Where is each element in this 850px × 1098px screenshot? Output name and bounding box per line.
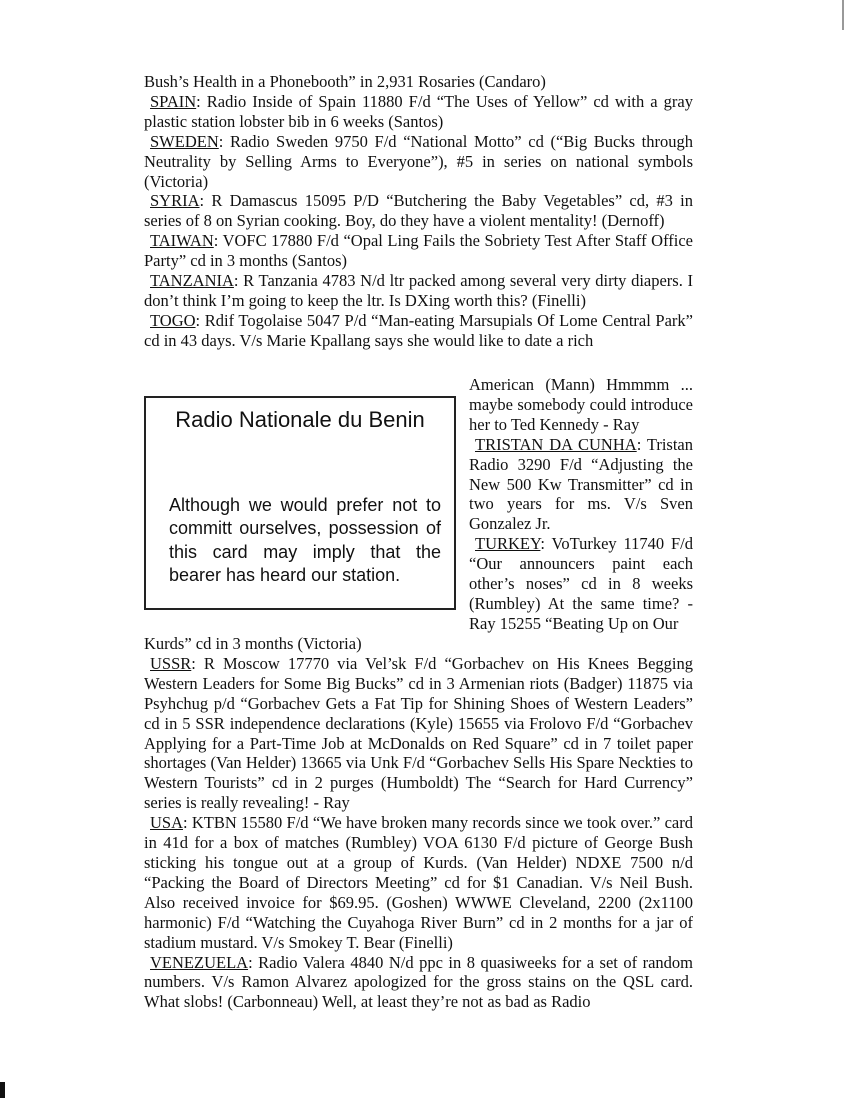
card-body: Although we would prefer not to committ ourselves, possession of this card may imply that the bearer has heard our station. (169, 495, 441, 585)
entry-text: : R Moscow 17770 via Vel’sk F/d “Gorbachev on His Knees Begging Western Leaders for Some Big Bucks” cd in 3 Armenian riots (Badger) 11875 via Psyhchug p/d “Gorbachev Gets a Fat Tip for Shining Shoes of Western Leaders” cd in 5 SSR independence declarations (Kyle) 15655 via Frolovo F/d “Gorbachev Applying for a Part-Time Job at McDonalds on Red Square” cd in 7 toilet paper shortages (Van Helder) 13665 via Unk F/d “Gorbachev Sells His Spare Neckties to Western Tourists” cd in 2 purges (Humboldt) The “Search for Hard Currency” series is really revealing! - Ray (144, 653, 693, 813)
entry-tristan-da-cunha (469, 435, 693, 535)
country-taiwan: TAIWAN (150, 231, 214, 251)
entry-syria (144, 191, 693, 231)
country-tristan-da-cunha: TRISTAN DA CUNHA (475, 434, 637, 454)
turkey-continued: Kurds” cd in 3 months (Victoria) (144, 634, 362, 653)
entry-usa (144, 813, 693, 952)
entry-text: : Radio Inside of Spain 11880 F/d “The Uses of Yellow” cd with a gray plastic station lobster bib in 6 weeks (Santos) (144, 91, 693, 131)
entry-togo (144, 311, 693, 351)
entry-text: : R Tanzania 4783 N/d ltr packed among several very dirty diapers. I don’t think I’m going to keep the ltr. Is DXing worth this? (Finelli) (144, 271, 693, 310)
entry-taiwan (144, 231, 693, 271)
entry-text: : VoTurkey 11740 F/d “Our announcers paint each other’s noses” cd in 8 weeks (Rumbley) At the same time? - Ray 15255 “Beating Up on Our (469, 534, 693, 633)
country-usa: USA (150, 813, 184, 833)
country-turkey: TURKEY (475, 534, 541, 554)
column-bottom (144, 634, 693, 1012)
country-togo: TOGO (150, 310, 196, 330)
column-top (144, 72, 693, 351)
country-syria: SYRIA (150, 191, 200, 211)
country-ussr: USSR (150, 653, 192, 673)
card-title: Radio Nationale du Benin (175, 407, 425, 432)
entry-text: : Tristan Radio 3290 F/d “Adjusting the New 500 Kw Transmitter” cd in two years for ms. V/s Sven Gonzalez Jr. (469, 434, 693, 534)
country-spain: SPAIN (150, 91, 197, 111)
entry-turkey (469, 534, 693, 634)
entry-text: : Radio Valera 4840 N/d ppc in 8 quasiweeks for a set of random numbers. V/s Ramon Alvarez apologized for the gross stains on the QSL card. What slobs! (Carbonneau) Well, at least they’re not as bad as Radio (144, 952, 693, 1012)
country-venezuela: VENEZUELA (150, 952, 249, 972)
qsl-card-box (144, 396, 456, 610)
entry-text: : Radio Sweden 9750 F/d “National Motto” cd (“Big Bucks through Neutrality by Selling Arms to Everyone”), #5 in series on national symbols (Victoria) (144, 131, 693, 191)
entry-text: : VOFC 17880 F/d “Opal Ling Fails the Sobriety Test After Staff Office Party” cd in 3 months (Santos) (144, 231, 693, 271)
entry-spain (144, 92, 693, 132)
entry-ussr (144, 654, 693, 813)
country-tanzania: TANZANIA (150, 271, 234, 291)
entry-text: : KTBN 15580 F/d “We have broken many records since we took over.” card in 41d for a box of matches (Rumbley) VOA 6130 F/d picture of George Bush sticking his tongue out at a group of Kurds. (Van Helder) NDXE 7500 n/d “Packing the Board of Directors Meeting” cd for $1 Canadian. V/s Neil Bush. Also received invoice for $69.95. (Goshen) WWWE Cleveland, 2200 (2x1100 harmonic) F/d “Watching the Cuyahoga River Burn” cd in 2 months for a jar of stadium mustard. V/s Smokey T. Bear (Finelli) (144, 813, 693, 952)
column-side (469, 375, 693, 634)
entry-tanzania (144, 271, 693, 311)
continued-line: Bush’s Health in a Phonebooth” in 2,931 Rosaries (Candaro) (144, 72, 546, 91)
entry-text: : Rdif Togolaise 5047 P/d “Man-eating Marsupials Of Lome Central Park” cd in 43 days. V/s Marie Kpallang says she would like to date a rich (144, 310, 693, 350)
scan-edge-mark (842, 0, 844, 30)
entry-sweden (144, 132, 693, 192)
entry-text: : R Damascus 15095 P/D “Butchering the Baby Vegetables” cd, #3 in series of 8 on Syrian cooking. Boy, do they have a violent mentality! (Dernoff) (144, 191, 693, 231)
entry-venezuela (144, 953, 693, 1013)
country-sweden: SWEDEN (150, 131, 219, 151)
scan-edge-mark (0, 1082, 5, 1098)
togo-continued: American (Mann) Hmmmm ... maybe somebody could introduce her to Ted Kennedy - Ray (469, 375, 693, 434)
